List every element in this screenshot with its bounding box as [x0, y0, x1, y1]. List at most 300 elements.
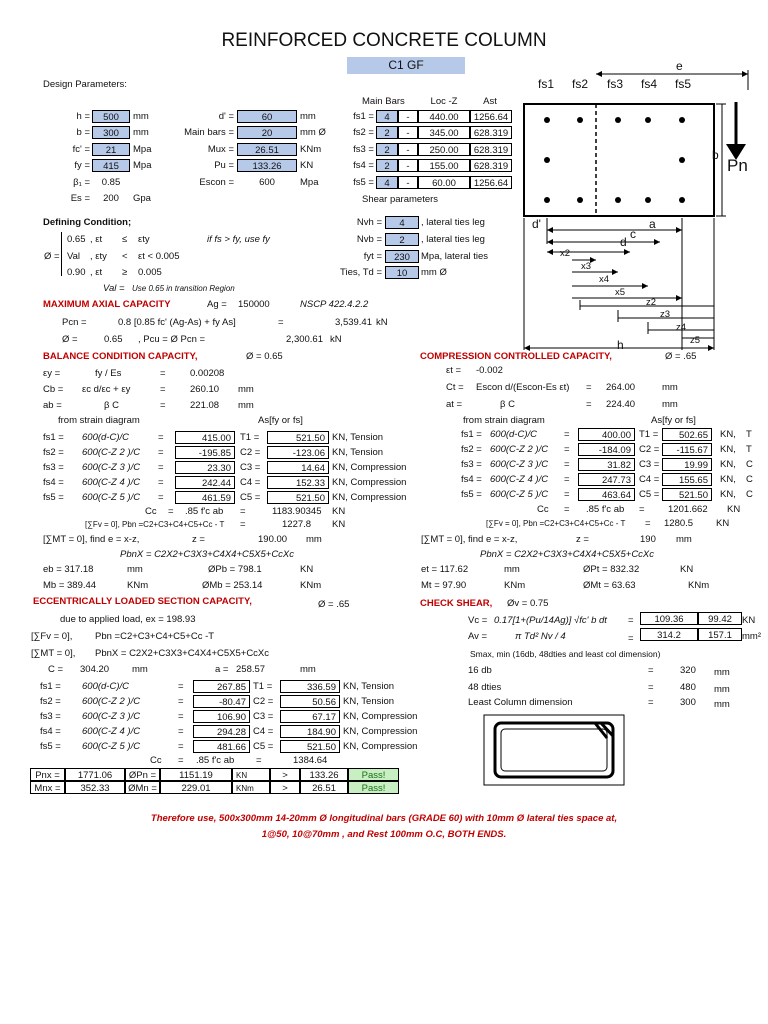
- param-label: Escon =: [199, 177, 234, 188]
- pass-badge-axial: Pass!: [348, 768, 399, 781]
- bar-ast: 1256.64: [470, 110, 512, 123]
- bar-ast: 628.319: [470, 159, 512, 172]
- force-value: 521.50: [267, 491, 329, 504]
- cc-value: 1201.662: [668, 504, 708, 515]
- fs-value: 461.59: [175, 491, 235, 504]
- param-value[interactable]: 20: [237, 126, 297, 139]
- smax-label: Smax, min (16db, 48dties and least col dimension): [470, 649, 661, 659]
- cc-label: Cc: [150, 755, 162, 766]
- param-unit: mm: [133, 127, 149, 138]
- dim-d-prime: d': [532, 217, 541, 231]
- fs-value: 23.30: [175, 461, 235, 474]
- force-label: C5 =: [240, 492, 261, 503]
- fs-formula: 600(C-Z 3 )/C: [82, 462, 141, 473]
- vc-unit: KN: [742, 615, 756, 626]
- gt-sign: >: [270, 781, 300, 794]
- bar-dash: -: [398, 143, 418, 156]
- eq: =: [178, 741, 184, 752]
- fs-label: fs5 =: [43, 492, 64, 503]
- eq: =: [564, 444, 570, 455]
- bar-count[interactable]: 4: [376, 176, 398, 189]
- eq: =: [158, 447, 164, 458]
- force-type: KN, Tension: [332, 447, 384, 458]
- param-unit: KN: [300, 160, 314, 171]
- cond3-value: 0.90: [67, 267, 86, 278]
- dim-x3: x3: [581, 261, 592, 272]
- fs-formula: 600(C-Z 3 )/C: [82, 711, 141, 722]
- et-label: εt =: [446, 365, 462, 376]
- c-value: 304.20: [80, 664, 110, 675]
- force-label: C4 =: [253, 726, 274, 737]
- val-note: Use 0.65 in transition Region: [132, 284, 235, 293]
- bar-count[interactable]: 2: [376, 159, 398, 172]
- eq: =: [628, 633, 634, 644]
- pbn-unit: KN: [716, 518, 730, 529]
- ecc-fv-formula: Pbn =C2+C3+C4+C5+Cc -T: [95, 631, 215, 642]
- bar-label: fs3 =: [353, 144, 374, 155]
- shear-params-title: Shear parameters: [362, 194, 439, 205]
- bar-loc: 250.00: [418, 143, 470, 156]
- column-section-diagram: [510, 60, 768, 356]
- val-label: Val =: [103, 283, 125, 294]
- fs-formula: 600(C-Z 2 )/C: [82, 447, 141, 458]
- param-unit: mm Ø: [300, 127, 326, 138]
- force-type: KN, Compression: [332, 477, 407, 488]
- force-type: KN, Compression: [332, 492, 407, 503]
- param-value: 0.85: [101, 177, 121, 188]
- force-value: 502.65: [662, 428, 712, 441]
- db-unit: mm: [714, 667, 730, 678]
- fs-formula: 600(C-Z 4 )/C: [82, 477, 141, 488]
- cond2-op: <: [122, 251, 128, 262]
- conclusion-line-1: Therefore use, 500x300mm 14-20mm Ø longitudinal bars (GRADE 60) with 10mm Ø lateral ties space at,: [150, 813, 618, 824]
- at-label: at =: [446, 399, 463, 410]
- dim-z3: z3: [660, 309, 671, 320]
- design-params-label: Design Parameters:: [43, 79, 127, 90]
- pbn-value: 1227.8: [282, 519, 312, 530]
- balance-title: BALANCE CONDITION CAPACITY,: [43, 351, 198, 362]
- phi-value: 0.65: [104, 334, 123, 345]
- fs-formula: 600(d-C)/C: [490, 429, 537, 440]
- pcu-unit: kN: [330, 334, 342, 345]
- force-label: T1 =: [253, 681, 273, 692]
- dim-c: c: [630, 227, 636, 241]
- phi-label: Ø =: [62, 334, 78, 345]
- param-unit: KNm: [300, 144, 322, 155]
- av-unit: mm²: [742, 631, 761, 642]
- fs-value: 106.90: [193, 710, 250, 723]
- dim-z5: z5: [690, 335, 701, 346]
- force-value: 155.65: [662, 473, 712, 486]
- ab-label: ab =: [43, 400, 62, 411]
- bar-dash: -: [398, 159, 418, 172]
- force-value: -123.06: [267, 446, 329, 459]
- cb-value: 260.10: [190, 384, 220, 395]
- force-value: 67.17: [280, 710, 340, 723]
- eq: =: [178, 696, 184, 707]
- force-type: KN, Compression: [343, 711, 418, 722]
- strain-label: from strain diagram: [463, 415, 545, 426]
- eq: =: [256, 755, 262, 766]
- at-formula: β C: [500, 399, 515, 410]
- force-type: KN, Tension: [343, 696, 395, 707]
- param-value[interactable]: 21: [92, 143, 130, 156]
- eq: =: [178, 681, 184, 692]
- fv-eq: [∑Fv = 0], Pbn =C2+C3+C4+C5+Cc - T: [85, 520, 225, 529]
- param-label: Pu =: [214, 160, 234, 171]
- force-unit: KN,: [720, 489, 736, 500]
- fs-value: 481.66: [193, 740, 250, 753]
- cc-label: Cc: [537, 504, 549, 515]
- fs-value: 400.00: [578, 428, 635, 441]
- param-label: h =: [76, 111, 90, 122]
- cc-formula: .85 f'c ab: [196, 755, 235, 766]
- force-type: C: [746, 489, 753, 500]
- least-dim-unit: mm: [714, 699, 730, 710]
- bar-dash: -: [398, 110, 418, 123]
- fs-formula: 600(C-Z 5 )/C: [490, 489, 549, 500]
- fs-label: fs2 =: [461, 444, 482, 455]
- dim-d: d: [620, 235, 627, 249]
- bars-head-ast: Ast: [483, 96, 497, 107]
- et-unit: mm: [504, 564, 520, 575]
- fs-value: 31.82: [578, 458, 635, 471]
- fs-formula: 600(C-Z 4 )/C: [82, 726, 141, 737]
- shear-value[interactable]: 2: [385, 233, 419, 246]
- fs-value: -195.85: [175, 446, 235, 459]
- force-type: C: [746, 459, 753, 470]
- opn-value: 1151.19: [160, 768, 232, 781]
- cond2-value: Val: [67, 251, 81, 262]
- at-value: 224.40: [606, 399, 636, 410]
- param-unit: mm: [133, 111, 149, 122]
- force-label: C3 =: [240, 462, 261, 473]
- bar-ast: 1256.64: [470, 176, 512, 189]
- eq: =: [178, 755, 184, 766]
- param-label: Main bars =: [184, 127, 234, 138]
- eq: =: [168, 506, 174, 517]
- force-unit: KN,: [720, 429, 736, 440]
- dties-value: 480: [680, 682, 696, 693]
- dim-e: e: [676, 59, 683, 73]
- mt-eq: [∑MT = 0], find e = x-z,: [43, 534, 140, 545]
- ey-label: εy =: [43, 368, 61, 379]
- param-label: β₁ =: [73, 177, 90, 188]
- shear-value[interactable]: 4: [385, 216, 419, 229]
- param-value[interactable]: 300: [92, 126, 130, 139]
- param-label: d' =: [218, 111, 234, 122]
- gt-sign: >: [270, 768, 300, 781]
- mu-value: 26.51: [300, 781, 348, 794]
- bar-dash: -: [398, 176, 418, 189]
- force-type: T: [746, 444, 752, 455]
- vc-value-1: 109.36: [640, 612, 698, 625]
- param-unit: Gpa: [133, 193, 151, 204]
- eq: =: [564, 489, 570, 500]
- shear-phi: Øv = 0.75: [507, 598, 549, 609]
- param-value: 200: [103, 193, 119, 204]
- fs-label: fs1 =: [40, 681, 61, 692]
- fs-formula: 600(C-Z 4 )/C: [490, 474, 549, 485]
- force-value: 152.33: [267, 476, 329, 489]
- omt-value: ØMt = 63.63: [583, 580, 636, 591]
- fs-label: fs3 =: [461, 459, 482, 470]
- cond1-value: 0.65: [67, 234, 86, 245]
- fs-label: fs4 =: [461, 474, 482, 485]
- cc-value: 1183.90345: [272, 506, 322, 517]
- cond1-e: , εt: [90, 234, 103, 245]
- force-value: 521.50: [280, 740, 340, 753]
- a-value: 258.57: [236, 664, 266, 675]
- opn-label: ØPn =: [125, 768, 160, 781]
- z-label: z =: [576, 534, 589, 545]
- mb-value: Mb = 389.44: [43, 580, 97, 591]
- balance-phi: Ø = 0.65: [246, 351, 283, 362]
- force-unit: KN,: [720, 444, 736, 455]
- mb-unit: KNm: [127, 580, 149, 591]
- force-unit: KN,: [720, 474, 736, 485]
- nscp-code: NSCP 422.4.2.2: [300, 299, 369, 310]
- pcn-label: Pcn =: [62, 317, 87, 328]
- fs-value: -184.09: [578, 443, 635, 456]
- bar-loc: 60.00: [418, 176, 470, 189]
- mnx-label: Mnx =: [30, 781, 65, 794]
- dim-a: a: [649, 217, 656, 231]
- fs-label: fs5 =: [40, 741, 61, 752]
- cc-formula: .85 f'c ab: [586, 504, 625, 515]
- cc-value: 1384.64: [293, 755, 328, 766]
- force-value: 521.50: [267, 431, 329, 444]
- pcn-value: 3,539.41: [335, 317, 372, 328]
- fs1-label: fs1: [538, 77, 555, 91]
- av-value-1: 314.2: [640, 628, 698, 641]
- z-unit: mm: [676, 534, 692, 545]
- param-value[interactable]: 133.26: [237, 159, 297, 172]
- force-label: C2 =: [240, 447, 261, 458]
- bar-count[interactable]: 2: [376, 143, 398, 156]
- fs-label: fs2 =: [43, 447, 64, 458]
- z-label: z =: [192, 534, 205, 545]
- db-label: 16 db: [468, 665, 492, 676]
- dim-z2: z2: [646, 297, 657, 308]
- force-value: 19.99: [662, 458, 712, 471]
- dties-unit: mm: [714, 684, 730, 695]
- param-value[interactable]: 415: [92, 159, 130, 172]
- param-label: Es =: [70, 193, 90, 204]
- force-label: C5 =: [639, 489, 660, 500]
- mt-eq: [∑MT = 0], find e = x-z,: [421, 534, 518, 545]
- conclusion-line-2: 1@50, 10@70mm , and Rest 100mm O.C, BOTH ENDS.: [261, 829, 507, 840]
- asfs-label: As[fy or fs]: [651, 415, 696, 426]
- ecc-fv-label: [∑Fv = 0],: [31, 631, 73, 642]
- pbn-value: 1280.5: [664, 518, 694, 529]
- bar-label: fs5 =: [353, 177, 374, 188]
- dim-x4: x4: [599, 274, 610, 285]
- eq: =: [178, 726, 184, 737]
- eq: =: [158, 462, 164, 473]
- eq: =: [645, 518, 651, 529]
- force-value: 184.90: [280, 725, 340, 738]
- vc-value-2: 99.42: [698, 612, 742, 625]
- ecc-due: due to applied load, ex = 198.93: [60, 614, 196, 625]
- pcu-label: , Pcu = Ø Pcn =: [138, 334, 206, 345]
- fs-value: 294.28: [193, 725, 250, 738]
- force-type: KN, Compression: [343, 726, 418, 737]
- fs-label: fs4 =: [43, 477, 64, 488]
- dim-x2: x2: [560, 248, 571, 259]
- param-label: fc' =: [72, 144, 90, 155]
- dim-z4: z4: [676, 322, 687, 333]
- ey-formula: fy / Es: [95, 368, 122, 379]
- cc-unit: KN: [727, 504, 741, 515]
- bar-label: fs4 =: [353, 160, 374, 171]
- asfs-label: As[fy or fs]: [258, 415, 303, 426]
- axial-title: MAXIMUM AXIAL CAPACITY: [43, 299, 171, 310]
- cond-note: if fs > fy, use fy: [207, 234, 270, 245]
- mt-unit: KNm: [504, 580, 526, 591]
- shear-unit: mm Ø: [421, 267, 447, 278]
- param-label: b =: [76, 127, 90, 138]
- eq: =: [160, 384, 166, 395]
- fs-formula: 600(d-C)/C: [82, 432, 129, 443]
- ab-unit: mm: [238, 400, 254, 411]
- dim-x5: x5: [615, 287, 626, 298]
- param-unit: Mpa: [133, 160, 152, 171]
- z-value: 190: [640, 534, 656, 545]
- pnx-value: 1771.06: [65, 768, 125, 781]
- fs-value: 267.85: [193, 680, 250, 693]
- cond2-e: , εty: [90, 251, 107, 262]
- fs-value: 463.64: [578, 488, 635, 501]
- bars-head-main: Main Bars: [362, 96, 405, 107]
- force-value: 50.56: [280, 695, 340, 708]
- bar-count[interactable]: 4: [376, 110, 398, 123]
- bar-label: fs2 =: [353, 127, 374, 138]
- ey-value: 0.00208: [190, 368, 225, 379]
- defining-phi: Ø =: [44, 251, 60, 262]
- shear-value[interactable]: 230: [385, 250, 419, 263]
- force-type: KN, Tension: [332, 432, 384, 443]
- fs4-label: fs4: [641, 77, 658, 91]
- bar-loc: 345.00: [418, 126, 470, 139]
- av-value-2: 157.1: [698, 628, 742, 641]
- et-value: -0.002: [476, 365, 503, 376]
- fs-formula: 600(C-Z 3 )/C: [490, 459, 549, 470]
- fs-formula: 600(C-Z 5 )/C: [82, 492, 141, 503]
- opb-value: ØPb = 798.1: [208, 564, 262, 575]
- pass-badge-moment: Pass!: [348, 781, 399, 794]
- eq: =: [160, 400, 166, 411]
- cc-formula: .85 f'c ab: [185, 506, 224, 517]
- fs-formula: 600(d-C)/C: [82, 681, 129, 692]
- cc-label: Cc: [145, 506, 157, 517]
- eq: =: [564, 504, 570, 515]
- omn-value: 229.01: [160, 781, 232, 794]
- fs-label: fs5 =: [461, 489, 482, 500]
- bar-count[interactable]: 2: [376, 126, 398, 139]
- pcn-unit: kN: [376, 317, 388, 328]
- opt-value: ØPt = 832.32: [583, 564, 640, 575]
- fs3-label: fs3: [607, 77, 624, 91]
- param-label: fy =: [74, 160, 90, 171]
- force-value: 521.50: [662, 488, 712, 501]
- pbnx-eq: PbnX = C2X2+C3X3+C4X4+C5X5+CcXc: [480, 549, 655, 560]
- ecc-mt-label: [∑MT = 0],: [31, 648, 76, 659]
- column-id: C1 GF: [347, 57, 465, 74]
- pn-label: Pn: [727, 156, 748, 175]
- dties-label: 48 dties: [468, 682, 502, 693]
- shear-unit: Mpa, lateral ties: [421, 251, 489, 262]
- av-formula: π Td² Nv / 4: [515, 631, 566, 642]
- ab-formula: β C: [104, 400, 119, 411]
- defining-title: Defining Condition;: [43, 217, 132, 228]
- compression-phi: Ø = .65: [665, 351, 697, 362]
- eq: =: [240, 519, 246, 530]
- mt-value: Mt = 97.90: [421, 580, 467, 591]
- fs-formula: 600(C-Z 5 )/C: [82, 741, 141, 752]
- bar-ast: 628.319: [470, 126, 512, 139]
- pnx-unit: KN: [232, 768, 270, 781]
- dim-b: b: [712, 148, 719, 162]
- eq: =: [648, 665, 654, 676]
- cond2-rhs: εt < 0.005: [138, 251, 180, 262]
- compression-title: COMPRESSION CONTROLLED CAPACITY,: [420, 351, 612, 362]
- force-label: C5 =: [253, 741, 274, 752]
- param-unit: Mpa: [133, 144, 152, 155]
- fs-label: fs3 =: [43, 462, 64, 473]
- pcu-value: 2,300.61: [286, 334, 323, 345]
- fs-label: fs3 =: [40, 711, 61, 722]
- cond3-e: , εt: [90, 267, 103, 278]
- strain-label: from strain diagram: [58, 415, 140, 426]
- av-label: Av =: [468, 631, 488, 642]
- shear-check-title: CHECK SHEAR,: [420, 598, 493, 609]
- fs5-label: fs5: [675, 77, 692, 91]
- pnx-label: Pnx =: [30, 768, 65, 781]
- param-value[interactable]: 26.51: [237, 143, 297, 156]
- shear-label: fyt =: [363, 251, 382, 262]
- param-value[interactable]: 60: [237, 110, 297, 123]
- force-label: C4 =: [639, 474, 660, 485]
- vc-formula: 0.17[1+(Pu/14Ag)] √fc' b dt: [494, 615, 607, 626]
- param-value[interactable]: 500: [92, 110, 130, 123]
- omb-value: ØMb = 253.14: [202, 580, 263, 591]
- shear-label: Nvh =: [356, 217, 382, 228]
- ecc-phi: Ø = .65: [318, 599, 350, 610]
- shear-unit: , lateral ties leg: [421, 234, 485, 245]
- omb-unit: KNm: [300, 580, 322, 591]
- cond3-rhs: 0.005: [138, 267, 162, 278]
- force-label: T1 =: [639, 429, 659, 440]
- shear-label: Ties, Td =: [340, 267, 382, 278]
- c-label: C =: [48, 664, 64, 675]
- eq: =: [564, 429, 570, 440]
- ecc-mt-formula: PbnX = C2X2+C3X3+C4X4+C5X5+CcXc: [95, 648, 270, 659]
- eq: =: [278, 317, 284, 328]
- cond1-rhs: εty: [138, 234, 150, 245]
- bar-dash: -: [398, 126, 418, 139]
- ct-formula: Escon d/(Escon-Es εt): [476, 382, 570, 393]
- bar-ast: 628.319: [470, 143, 512, 156]
- eq: =: [639, 504, 645, 515]
- opt-unit: KN: [680, 564, 694, 575]
- shear-label: Nvb =: [356, 234, 382, 245]
- param-unit: Mpa: [300, 177, 319, 188]
- z-value: 190.00: [258, 534, 288, 545]
- shear-value[interactable]: 10: [385, 266, 419, 279]
- bar-label: fs1 =: [353, 111, 374, 122]
- eq: =: [586, 382, 592, 393]
